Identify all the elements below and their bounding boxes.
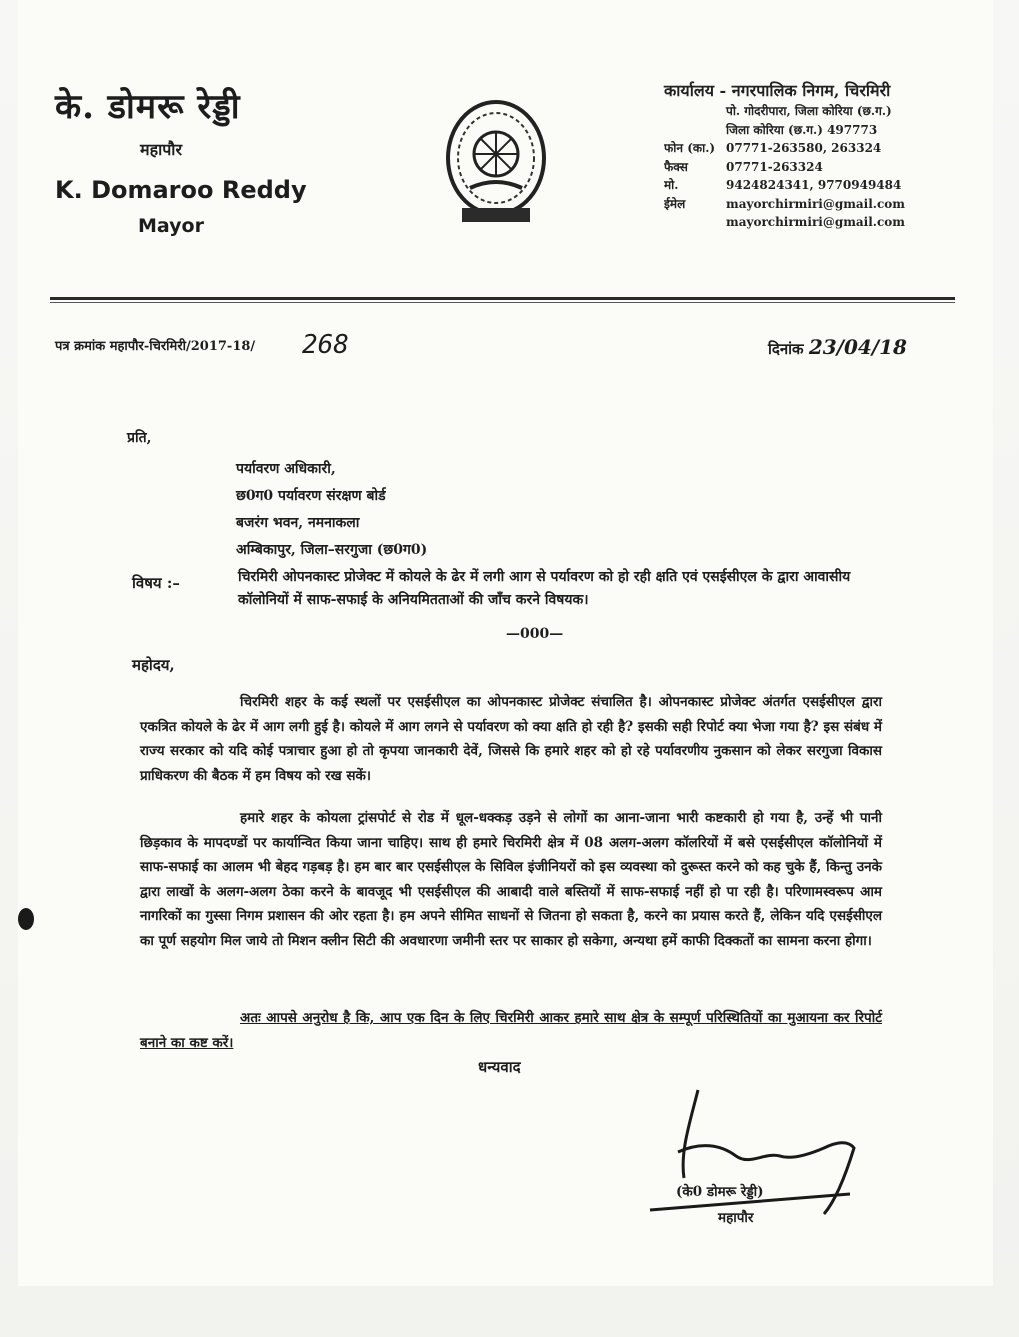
date-handwritten: 23/04/18 — [808, 335, 907, 359]
subject-separator: —000— — [506, 626, 564, 642]
office-line: फैक्स 07771-263324 — [664, 159, 823, 174]
letterhead-divider-thin — [50, 302, 955, 303]
recipient-address — [236, 456, 427, 564]
recipient-prefix: प्रति, — [127, 430, 152, 446]
closing: धन्यवाद — [478, 1058, 521, 1076]
office-line: पो. गोदरीपारा, जिला कोरिया (छ.ग.) — [726, 104, 892, 118]
reference-number — [55, 336, 255, 354]
letterhead-designation-hindi: महापौर — [140, 140, 182, 159]
reference-printed: महापौर-चिरमिरी/2017-18/ — [109, 339, 256, 354]
body-paragraph-2: हमारे शहर के कोयला ट्रांसपोर्ट से रोड में धूल-धक्कड़ उड़ने से लोगों का आना-जाना भारी कष्टकारी हो गया है, उन्हें भी पानी छिड़काव के मापदण्डों पर कार्यान्वित किया जाना चाहिए। साथ ही हमारे चिरमिरी क्षेत्र में 08 अलग-अलग कॉलरियों में बसे एसईसीएल कॉलोनियों में साफ-सफाई का आलम भी बेहद गड़बड़ है। हम बार बार एसईसीएल के सिविल इंजीनियरों को इस व्यवस्था को दुरूस्त करने को कह चुके हैं, किन्तु उनके द्वारा लाखों के अलग-अलग ठेका करने के बावजूद भी एसईसीएल की आबादी वाले बस्तियों में साफ-सफाई नहीं हो पा रही है। परिणामस्वरूप आम नागरिकों का गुस्सा निगम प्रशासन की ओर रहता है। हम अपने सीमित साधनों से जितना हो सकता है, करने का प्रयास करते हैं, लेकिन यदि एसईसीएल का पूर्ण सहयोग मिल जाये तो मिशन क्लीन सिटी की अवधारणा जमीनी स्तर पर साकार हो सकेगा, अन्यथा हमें काफी दिक्कतों का सामना करना होगा। — [140, 810, 882, 949]
office-address-block — [664, 80, 964, 232]
office-line: ईमेल mayorchirmiri@gmail.com — [664, 196, 905, 211]
letterhead-designation-english: Mayor — [138, 215, 204, 237]
date-label: दिनांक — [768, 340, 804, 358]
recipient-line: छ0ग0 पर्यावरण संरक्षण बोर्ड — [236, 488, 386, 504]
signatory-name: (के0 डोमरू रेड्डी) — [676, 1184, 764, 1200]
subject-text: चिरमिरी ओपनकास्ट प्रोजेक्ट में कोयले के ढेर में लगी आग से पर्यावरण को हो रही क्षति एवं एसईसीएल के द्वारा आवासीय कॉलोनियों में साफ-सफाई के अनियमितताओं की जाँच करने विषयक। — [238, 569, 851, 608]
salutation: महोदय, — [132, 656, 175, 674]
office-line: फोन (का.) 07771-263580, 263324 — [664, 141, 882, 155]
reference-label: पत्र क्रमांक — [55, 339, 106, 354]
recipient-line: अम्बिकापुर, जिला–सरगुजा (छ0ग0) — [236, 542, 428, 558]
signatory-designation: महापौर — [718, 1210, 754, 1226]
state-emblem-icon — [440, 96, 552, 236]
letterhead-name-english: K. Domaroo Reddy — [55, 176, 307, 204]
punch-hole-mark — [18, 908, 34, 930]
office-line: जिला कोरिया (छ.ग.) 497773 — [726, 122, 878, 137]
office-heading: कार्यालय - नगरपालिक निगम, चिरमिरी — [664, 81, 891, 100]
body-paragraph-1: चिरमिरी शहर के कई स्थलों पर एसईसीएल का ओपनकास्ट प्रोजेक्ट संचालित है। ओपनकास्ट प्रोजेक्ट अंतर्गत एसईसीएल द्वारा एकत्रित कोयले के ढेर में आग लगी हुई है। कोयले में आग लगने से पर्यावरण को क्या क्षति हो रही है? इसकी सही रिपोर्ट क्या भेजा गया है? इस संबंध में राज्य सरकार को यदि कोई पत्राचार हुआ हो तो कृपया जानकारी देवें, जिससे कि हमारे शहर को हो रहे पर्यावरणीय नुकसान को लेकर सरगुजा विकास प्राधिकरण की बैठक में हम विषय को रख सकें। — [140, 694, 882, 784]
office-line: mayorchirmiri@gmail.com — [726, 215, 905, 229]
reference-handwritten: 268 — [302, 330, 349, 360]
letterhead-name-hindi: के. डोमरू रेड्डी — [55, 87, 241, 127]
subject-label: विषय :– — [132, 574, 180, 592]
office-line: मो. 9424824341, 9770949484 — [664, 178, 902, 192]
letter-date — [768, 335, 907, 359]
handwritten-signature-icon — [640, 1082, 880, 1222]
recipient-line: बजरंग भवन, नमनाकला — [236, 515, 360, 531]
letterhead-divider — [50, 297, 955, 300]
recipient-line: पर्यावरण अधिकारी, — [236, 461, 336, 477]
body-paragraph-3: अतः आपसे अनुरोध है कि, आप एक दिन के लिए चिरमिरी आकर हमारे साथ क्षेत्र के सम्पूर्ण परिस्थितियों का मुआयना कर रिपोर्ट बनाने का कष्ट करें। — [140, 1010, 882, 1051]
